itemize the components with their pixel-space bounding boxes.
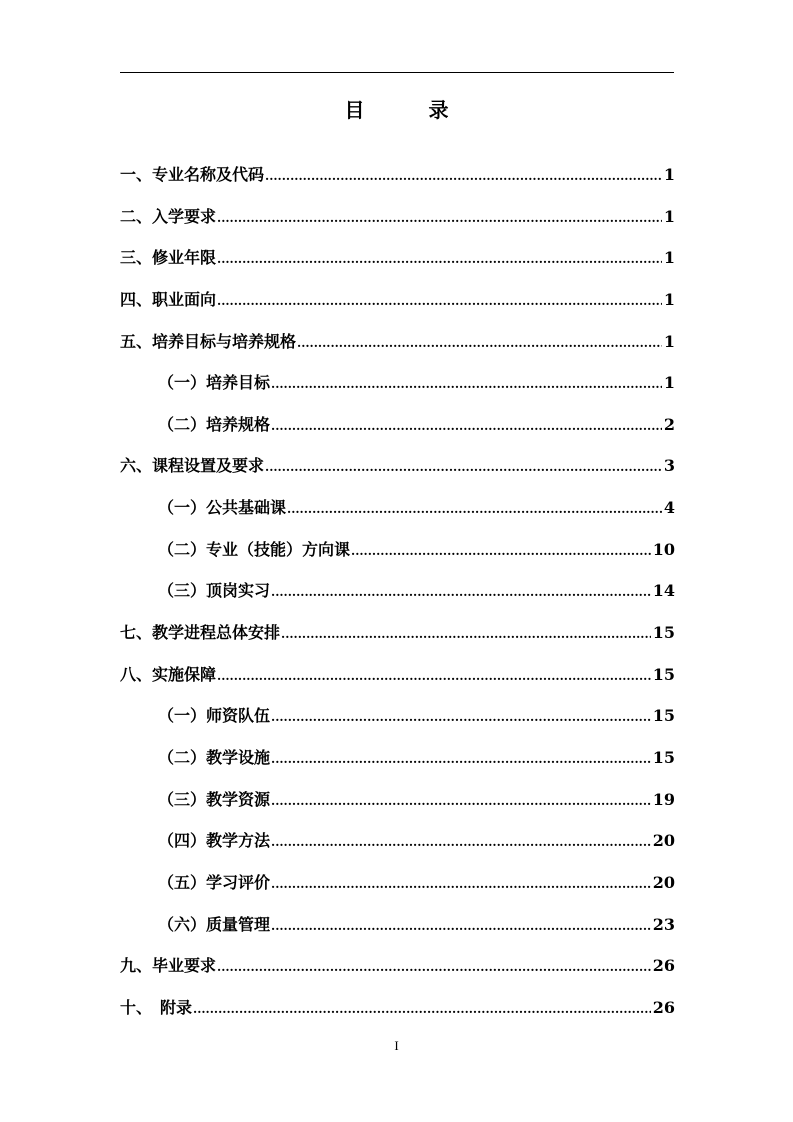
toc-dot-leader bbox=[217, 659, 651, 693]
toc-title: 目 录 bbox=[344, 98, 471, 122]
toc-entry-label: （五）学习评价 bbox=[158, 872, 271, 892]
toc-entry-page: 3 bbox=[663, 456, 675, 476]
toc-dot-leader bbox=[271, 825, 651, 859]
toc-entry[interactable] bbox=[120, 866, 675, 908]
toc-dot-leader bbox=[217, 242, 662, 276]
toc-entry[interactable] bbox=[120, 949, 675, 991]
page-number: I bbox=[394, 1038, 399, 1053]
toc-entry-page: 15 bbox=[652, 747, 675, 767]
toc-entry[interactable] bbox=[120, 991, 675, 1033]
toc-entry-page: 26 bbox=[652, 997, 675, 1017]
toc-entry[interactable] bbox=[120, 658, 675, 700]
toc-entry[interactable] bbox=[120, 283, 675, 325]
toc-entry-page: 15 bbox=[652, 623, 675, 643]
toc-dot-leader bbox=[271, 909, 651, 943]
toc-dot-leader bbox=[271, 867, 651, 901]
toc-entry-page: 19 bbox=[652, 789, 675, 809]
toc-entry[interactable] bbox=[120, 699, 675, 741]
toc-entry-label: （二）专业（技能）方向课 bbox=[158, 539, 351, 559]
toc-entry-label: （四）教学方法 bbox=[158, 831, 271, 851]
toc-entry[interactable] bbox=[120, 158, 675, 200]
toc-dot-leader bbox=[297, 326, 662, 360]
toc-dot-leader bbox=[271, 575, 651, 609]
toc-entry-page: 23 bbox=[652, 914, 675, 934]
toc-dot-leader bbox=[193, 992, 651, 1026]
toc-entry-label: 一、专业名称及代码 bbox=[120, 165, 265, 184]
toc-dot-leader bbox=[265, 159, 662, 193]
toc-entry[interactable] bbox=[120, 200, 675, 242]
toc-entry-label: （三）教学资源 bbox=[158, 789, 271, 809]
toc-entry[interactable] bbox=[120, 574, 675, 616]
toc-entry[interactable] bbox=[120, 908, 675, 950]
toc-entry-page: 1 bbox=[663, 206, 675, 226]
toc-entry-page: 15 bbox=[652, 706, 675, 726]
toc-entry-page: 1 bbox=[663, 248, 675, 268]
toc-dot-leader bbox=[217, 284, 662, 318]
toc-entry-page: 20 bbox=[652, 872, 675, 892]
toc-entry-label: 四、职业面向 bbox=[120, 289, 217, 309]
toc-entry-page: 1 bbox=[663, 331, 675, 351]
toc-dot-leader bbox=[351, 534, 651, 568]
toc-entry[interactable] bbox=[120, 741, 675, 783]
toc-entry-label: 七、教学进程总体安排 bbox=[120, 623, 281, 643]
toc-dot-leader bbox=[271, 784, 651, 818]
toc-entry-page: 20 bbox=[652, 831, 675, 851]
toc-dot-leader bbox=[271, 700, 651, 734]
toc-entry-label: （三）顶岗实习 bbox=[158, 581, 271, 601]
toc-entry-label: （二）培养规格 bbox=[158, 414, 271, 434]
toc-entry-page: 2 bbox=[663, 414, 675, 434]
toc-list bbox=[120, 158, 675, 1032]
toc-entry[interactable] bbox=[120, 491, 675, 533]
header-rule bbox=[120, 72, 674, 73]
toc-entry-label: 六、课程设置及要求 bbox=[120, 456, 265, 476]
toc-entry-label: （六）质量管理 bbox=[158, 914, 271, 934]
toc-dot-leader bbox=[287, 492, 662, 526]
toc-entry-page: 1 bbox=[663, 373, 675, 393]
toc-entry-label: 五、培养目标与培养规格 bbox=[120, 331, 297, 351]
toc-entry-label: （二）教学设施 bbox=[158, 747, 271, 767]
toc-entry[interactable] bbox=[120, 783, 675, 825]
toc-entry-page: 4 bbox=[663, 498, 675, 518]
toc-entry-label: （一）培养目标 bbox=[158, 373, 271, 393]
toc-dot-leader bbox=[281, 617, 651, 651]
toc-dot-leader bbox=[217, 950, 651, 984]
toc-entry-page: 26 bbox=[652, 956, 675, 976]
toc-entry[interactable] bbox=[120, 824, 675, 866]
toc-entry[interactable] bbox=[120, 241, 675, 283]
toc-entry-label: （一）师资队伍 bbox=[158, 706, 271, 726]
toc-dot-leader bbox=[217, 201, 662, 235]
toc-entry[interactable] bbox=[120, 533, 675, 575]
toc-entry-label: （一）公共基础课 bbox=[158, 498, 287, 518]
toc-dot-leader bbox=[271, 742, 651, 776]
toc-entry[interactable] bbox=[120, 449, 675, 491]
toc-entry-label: 八、实施保障 bbox=[120, 664, 217, 684]
toc-dot-leader bbox=[271, 367, 662, 401]
toc-entry-page: 1 bbox=[663, 289, 675, 309]
toc-entry-label: 九、毕业要求 bbox=[120, 956, 217, 976]
toc-entry[interactable] bbox=[120, 325, 675, 367]
toc-entry-page: 15 bbox=[652, 664, 675, 684]
toc-entry[interactable] bbox=[120, 616, 675, 658]
toc-entry-page: 10 bbox=[652, 539, 675, 559]
toc-entry-page: 1 bbox=[663, 165, 675, 184]
toc-entry-label: 三、修业年限 bbox=[120, 248, 217, 268]
toc-entry-label: 十、 附录 bbox=[120, 997, 193, 1017]
toc-entry-page: 14 bbox=[652, 581, 675, 601]
toc-entry[interactable] bbox=[120, 408, 675, 450]
toc-entry[interactable] bbox=[120, 366, 675, 408]
toc-dot-leader bbox=[265, 450, 662, 484]
toc-entry-label: 二、入学要求 bbox=[120, 206, 217, 226]
toc-dot-leader bbox=[271, 409, 662, 443]
